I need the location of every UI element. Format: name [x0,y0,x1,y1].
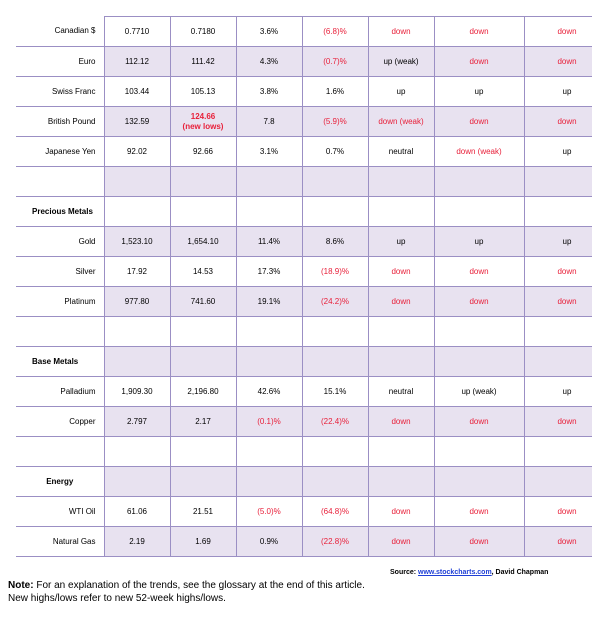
cell-t2: up [434,77,524,107]
cell-t1: up (weak) [368,47,434,77]
cell-t3: up [524,377,592,407]
cell-t1: down [368,527,434,557]
cell-c3: 4.3% [236,47,302,77]
cell-t3: down [524,497,592,527]
table-row [16,257,592,287]
cell-t3: down [524,47,592,77]
cell-t1: down [368,257,434,287]
empty-cell [368,467,434,497]
cell-t2: down [434,17,524,47]
source-credit [390,569,548,576]
empty-cell [104,437,170,467]
table-row [16,527,592,557]
row-label: Gold [16,227,104,257]
market-trends-table [16,16,592,557]
row-label: British Pound [16,107,104,137]
row-label: Platinum [16,287,104,317]
table-row [16,47,592,77]
empty-cell [434,197,524,227]
table-row [16,317,592,347]
section-heading-base: Base Metals [16,347,104,377]
cell-c1: 2.797 [104,407,170,437]
cell-t3: down [524,257,592,287]
note-line-2: New highs/lows refer to new 52-week highs/lows. [8,593,226,604]
empty-cell [302,437,368,467]
empty-cell [170,347,236,377]
empty-cell [104,467,170,497]
row-label: Silver [16,257,104,287]
cell-c1: 977.80 [104,287,170,317]
cell-c4: 15.1% [302,377,368,407]
row-label: Euro [16,47,104,77]
section-heading-precious: Precious Metals [16,197,104,227]
row-label: Copper [16,407,104,437]
table-row [16,77,592,107]
cell-t2: down [434,407,524,437]
cell-t2: down [434,47,524,77]
empty-cell [368,167,434,197]
empty-cell [302,317,368,347]
cell-t2: up (weak) [434,377,524,407]
cell-c2: 741.60 [170,287,236,317]
empty-cell [434,467,524,497]
cell-t2: down [434,107,524,137]
cell-t2: up [434,227,524,257]
cell-t1: neutral [368,137,434,167]
cell-t2: down [434,287,524,317]
empty-cell [236,167,302,197]
cell-c2: 111.42 [170,47,236,77]
table-row [16,347,592,377]
cell-c4: (22.4)% [302,407,368,437]
empty-cell [104,167,170,197]
cell-c2 [170,107,236,137]
cell-t1: down [368,287,434,317]
cell-t3: up [524,77,592,107]
cell-c1: 132.59 [104,107,170,137]
cell-c1: 1,523.10 [104,227,170,257]
cell-c3: 11.4% [236,227,302,257]
empty-cell [104,197,170,227]
table-row [16,437,592,467]
source-prefix: Source: [390,569,419,576]
empty-cell [170,167,236,197]
cell-note: (new lows) [182,121,224,131]
empty-label [16,437,104,467]
cell-t2: down [434,527,524,557]
empty-cell [170,197,236,227]
cell-c4: 0.7% [302,137,368,167]
cell-c3: 3.8% [236,77,302,107]
cell-c4: 1.6% [302,77,368,107]
empty-cell [368,197,434,227]
empty-cell [368,317,434,347]
table-row [16,197,592,227]
empty-cell [236,317,302,347]
cell-c3: (0.1)% [236,407,302,437]
row-label: Palladium [16,377,104,407]
cell-t1: up [368,77,434,107]
cell-c3: (5.0)% [236,497,302,527]
table-row [16,137,592,167]
row-label: WTI Oil [16,497,104,527]
cell-c2: 1,654.10 [170,227,236,257]
empty-cell [302,197,368,227]
source-link[interactable]: www.stockcharts.com [418,569,492,576]
row-label: Natural Gas [16,527,104,557]
empty-cell [302,347,368,377]
cell-c3: 0.9% [236,527,302,557]
cell-t3: up [524,227,592,257]
cell-t2: down [434,257,524,287]
cell-t3: down [524,407,592,437]
note-line-1: For an explanation of the trends, see the glossary at the end of this article. [33,580,365,591]
cell-t1: down [368,407,434,437]
cell-c2: 21.51 [170,497,236,527]
cell-t1: up [368,227,434,257]
empty-cell [170,317,236,347]
empty-cell [524,317,592,347]
cell-t3: down [524,527,592,557]
cell-c4: (24.2)% [302,287,368,317]
cell-c3: 3.1% [236,137,302,167]
table-row [16,287,592,317]
empty-cell [434,437,524,467]
cell-c1: 103.44 [104,77,170,107]
empty-cell [524,437,592,467]
cell-c1: 61.06 [104,497,170,527]
cell-t3: down [524,17,592,47]
cell-c2: 0.7180 [170,17,236,47]
cell-t2: down [434,497,524,527]
cell-t3: down [524,287,592,317]
empty-cell [368,347,434,377]
empty-cell [170,437,236,467]
empty-cell [524,197,592,227]
empty-cell [524,467,592,497]
cell-c2: 2,196.80 [170,377,236,407]
cell-c3: 7.8 [236,107,302,137]
cell-t2: down (weak) [434,137,524,167]
empty-cell [524,347,592,377]
cell-c3: 42.6% [236,377,302,407]
row-label: Swiss Franc [16,77,104,107]
cell-c4: (0.7)% [302,47,368,77]
empty-cell [368,437,434,467]
table-row [16,467,592,497]
section-heading-energy: Energy [16,467,104,497]
cell-c4: (64.8)% [302,497,368,527]
empty-cell [236,437,302,467]
cell-c1: 112.12 [104,47,170,77]
cell-c1: 1,909.30 [104,377,170,407]
footnote [8,579,365,605]
cell-c3: 17.3% [236,257,302,287]
table-row [16,407,592,437]
empty-cell [434,347,524,377]
cell-t1: down (weak) [368,107,434,137]
cell-t1: neutral [368,377,434,407]
cell-c1: 2.19 [104,527,170,557]
empty-cell [104,317,170,347]
empty-cell [524,167,592,197]
cell-c1: 17.92 [104,257,170,287]
table-row [16,377,592,407]
note-label: Note: [8,580,34,591]
cell-c1: 92.02 [104,137,170,167]
table-row [16,227,592,257]
empty-cell [236,197,302,227]
empty-label [16,317,104,347]
cell-t1: down [368,17,434,47]
empty-cell [302,467,368,497]
cell-t3: down [524,107,592,137]
row-label: Japanese Yen [16,137,104,167]
empty-cell [236,467,302,497]
cell-c2: 92.66 [170,137,236,167]
empty-cell [302,167,368,197]
cell-c1: 0.7710 [104,17,170,47]
cell-c4: (5.9)% [302,107,368,137]
table-row [16,167,592,197]
cell-c4: (6.8)% [302,17,368,47]
cell-c3: 19.1% [236,287,302,317]
cell-value: 124.66 [190,111,216,121]
cell-c4: (22.8)% [302,527,368,557]
cell-c2: 2.17 [170,407,236,437]
empty-cell [236,347,302,377]
empty-cell [434,317,524,347]
empty-cell [434,167,524,197]
cell-t3: up [524,137,592,167]
row-label: Canadian $ [16,17,104,47]
cell-c2: 105.13 [170,77,236,107]
table-row [16,497,592,527]
empty-cell [104,347,170,377]
cell-c4: 8.6% [302,227,368,257]
cell-c3: 3.6% [236,17,302,47]
cell-c2: 14.53 [170,257,236,287]
table-row [16,107,592,137]
cell-c4: (18.9)% [302,257,368,287]
table-row [16,17,592,47]
source-suffix: , David Chapman [491,569,549,576]
empty-label [16,167,104,197]
cell-t1: down [368,497,434,527]
cell-c2: 1.69 [170,527,236,557]
empty-cell [170,467,236,497]
